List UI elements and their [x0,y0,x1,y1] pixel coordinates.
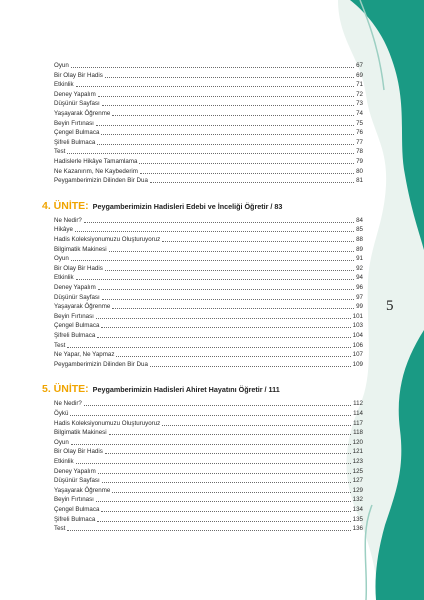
toc-entry-label: Yaşayarak Öğrenme [54,303,111,311]
toc-entry-page: 88 [356,236,363,243]
toc-entry-label: Bilgimatik Makinesi [54,245,107,253]
dot-leader [112,307,354,309]
toc-entry-label: Yaşayarak Öğrenme [54,110,111,117]
toc-entry-label: Etkinlik [54,458,74,465]
dot-leader [102,298,354,300]
toc-entry-label: Şifreli Bulmaca [54,138,96,146]
toc-entry [54,216,363,225]
toc-entry-page: 125 [352,467,363,475]
toc-entry-page: 97 [356,293,363,301]
toc-entry-page: 107 [352,351,363,359]
toc-entry [54,321,363,330]
toc-entry [54,283,363,292]
toc-entry-page: 99 [356,303,363,311]
dot-leader [116,355,350,357]
dot-leader [139,162,354,164]
toc-entry [54,457,363,466]
dot-leader [84,221,354,223]
dot-leader [105,269,354,271]
toc-entry-label: Peygamberimizin Dilinden Bir Dua [54,177,148,185]
dot-leader [76,462,351,464]
toc-entry-label: Bir Olay Bir Hadis [54,71,103,79]
toc-entry-page: 92 [356,264,363,272]
dot-leader [76,278,355,280]
toc-entry [54,515,363,524]
toc-entry-page: 74 [356,110,363,117]
toc-entry [54,447,363,456]
dot-leader [84,404,351,406]
toc-entry-page: 89 [356,245,363,253]
toc-entry-label: Şifreli Bulmaca [54,515,96,523]
toc-entry-label: Düşünür Sayfası [54,293,100,301]
toc-entry-label: Öykü [54,410,69,417]
dot-leader [102,481,351,483]
toc-entry-label: Çengel Bulmaca [54,506,100,513]
toc-entry-label: Deney Yapalım [54,284,96,291]
unit-number: 4. ÜNİTE: [42,199,89,212]
toc-entry-label: Deney Yapalım [54,467,96,475]
toc-entry-page: 135 [352,515,363,523]
toc-entry-label: Hadislerle Hikâye Tamamlama [54,158,138,165]
toc-entry-label: Etkinlik [54,81,74,89]
toc-entry-page: 81 [356,177,363,185]
toc-entry [54,399,363,408]
toc-entry [54,80,363,89]
toc-entry [54,524,363,533]
toc-entry-page: 94 [356,274,363,282]
dot-leader [140,172,354,174]
toc-entry [54,302,363,311]
toc-entry [54,90,363,99]
toc-entry [54,71,363,80]
toc-entry [54,486,363,495]
toc-entry-label: Test [54,525,66,533]
toc-entry [54,235,363,244]
dot-leader [98,472,351,474]
toc-entry-label: Beyin Fırtınası [54,496,94,504]
dot-leader [102,104,354,106]
toc-entry [54,505,363,514]
dot-leader [76,85,355,87]
toc-entry-page: 77 [356,138,363,146]
dot-leader [98,288,354,290]
toc-entry-page: 78 [356,148,363,156]
toc-entry-page: 114 [353,410,363,417]
toc-entry [54,273,363,282]
toc-entry-page: 118 [353,429,363,437]
dot-leader [96,500,351,502]
dot-leader [67,346,350,348]
toc-entry-label: Şifreli Bulmaca [54,332,96,339]
toc-entry-label: Test [54,148,66,156]
toc-entry-label: Hadis Koleksiyonumuzu Oluşturuyoruz [54,419,161,427]
toc-entry [54,331,363,340]
toc-entry [54,254,363,263]
toc-entry [54,128,363,137]
dot-leader [105,452,351,454]
toc-entry-label: Düşünür Sayfası [54,100,100,108]
unit-title: Peygamberimizin Hadisleri Edebi ve İnceliği Öğretir / 83 [92,201,283,211]
dot-leader [71,443,351,445]
dot-leader [109,250,355,252]
toc-entry-page: 109 [352,360,363,368]
toc-entry-page: 101 [352,312,363,320]
toc-entry-page: 121 [352,448,363,456]
dot-leader [150,181,354,183]
toc-entry-label: Çengel Bulmaca [54,129,100,137]
toc-entry [54,419,363,428]
toc-entry-label: Oyun [54,255,69,263]
dot-leader [67,152,354,154]
toc-entry [54,167,363,176]
toc-entry-page: 117 [353,419,363,427]
toc-entry-page: 67 [356,62,363,69]
toc-entry [54,467,363,476]
toc-entry-page: 120 [352,438,363,446]
dot-leader [96,317,351,319]
toc-entry-label: Deney Yapalım [54,90,96,98]
toc-entry [54,225,363,234]
toc-entry-label: Ne Nedir? [54,400,82,408]
toc-entry [54,428,363,437]
toc-entry-label: Beyin Fırtınası [54,119,94,127]
toc-entry [54,264,363,273]
dot-leader [71,259,354,261]
toc-entry [54,360,363,369]
toc-entry [54,341,363,350]
page-number: 5 [386,298,394,314]
toc-entry-page: 84 [356,216,363,224]
toc-entry-label: Bir Olay Bir Hadis [54,264,103,272]
unit-heading [42,200,372,214]
toc-entry [54,438,363,447]
dot-leader [150,365,351,367]
dot-leader [112,114,354,116]
dot-leader [67,529,350,531]
dot-leader [162,240,354,242]
toc-entry-page: 75 [356,119,363,127]
toc-entry [54,476,363,485]
toc-entry-page: 73 [356,100,363,108]
toc-entry-page: 123 [352,458,363,465]
toc-entry [54,109,363,118]
toc-entry-page: 69 [356,71,363,79]
dot-leader [71,66,354,68]
toc-entry-page: 134 [352,506,363,513]
toc-entry [54,293,363,302]
toc-entry-label: Hikâye [54,226,73,234]
toc-entry [54,350,363,359]
dot-leader [101,133,354,135]
toc-entry [54,119,363,128]
toc-entry-label: Ne Yapar, Ne Yapmaz [54,351,115,359]
toc-entry-page: 106 [352,341,363,349]
unit-title: Peygamberimizin Hadisleri Ahiret Hayatını Öğretir / 111 [92,385,280,395]
toc-entry-page: 71 [356,81,363,89]
dot-leader [101,326,350,328]
toc-entry [54,176,363,185]
toc-entry-label: Beyin Fırtınası [54,312,94,320]
toc-entry-label: Etkinlik [54,274,74,282]
toc-entry-page: 127 [352,477,363,485]
dot-leader [75,230,354,232]
dot-leader [98,95,354,97]
toc-entry-label: Ne Nedir? [54,216,82,224]
dot-leader [97,143,354,145]
toc-entry-page: 80 [356,167,363,175]
toc-entry-label: Peygamberimizin Dilinden Bir Dua [54,360,148,368]
toc-entry-label: Düşünür Sayfası [54,477,100,485]
toc-entry-page: 129 [352,486,363,494]
dot-leader [105,76,354,78]
dot-leader [97,520,350,522]
toc-entry-page: 103 [352,322,363,330]
toc-entry-label: Ne Kazanırım, Ne Kaybederim [54,167,138,175]
toc-entry-page: 132 [352,496,363,504]
dot-leader [96,124,354,126]
toc-entry-label: Çengel Bulmaca [54,322,100,330]
toc-entry-page: 91 [356,255,363,263]
toc-entry [54,61,363,70]
toc-entry [54,147,363,156]
toc-entry-label: Bilgimatik Makinesi [54,429,107,437]
toc-entry-label: Yaşayarak Öğrenme [54,486,111,494]
dot-leader [112,491,350,493]
toc-entry-page: 104 [352,332,363,339]
toc-entry-page: 72 [356,90,363,98]
toc-entry [54,157,363,166]
toc-entry-label: Test [54,341,66,349]
toc-entry [54,99,363,108]
dot-leader [109,433,352,435]
unit-heading [42,383,372,397]
dot-leader [101,510,350,512]
toc-entry-label: Oyun [54,62,69,69]
toc-entry-page: 136 [352,525,363,533]
dot-leader [162,424,351,426]
toc-entry-label: Hadis Koleksiyonumuzu Oluşturuyoruz [54,236,161,243]
toc-entry-page: 85 [356,226,363,234]
unit-number: 5. ÜNİTE: [42,383,89,396]
toc-entry [54,409,363,418]
toc-entry [54,495,363,504]
toc-entry-page: 96 [356,284,363,291]
toc-entry-page: 79 [356,158,363,165]
toc-entry-label: Oyun [54,438,69,446]
toc-entry-page: 112 [353,400,363,408]
toc-entry-label: Bir Olay Bir Hadis [54,448,103,456]
dot-leader [70,414,351,416]
toc-entry [54,138,363,147]
toc-entry [54,312,363,321]
dot-leader [97,336,350,338]
toc-entry-page: 76 [356,129,363,137]
toc-entry [54,245,363,254]
